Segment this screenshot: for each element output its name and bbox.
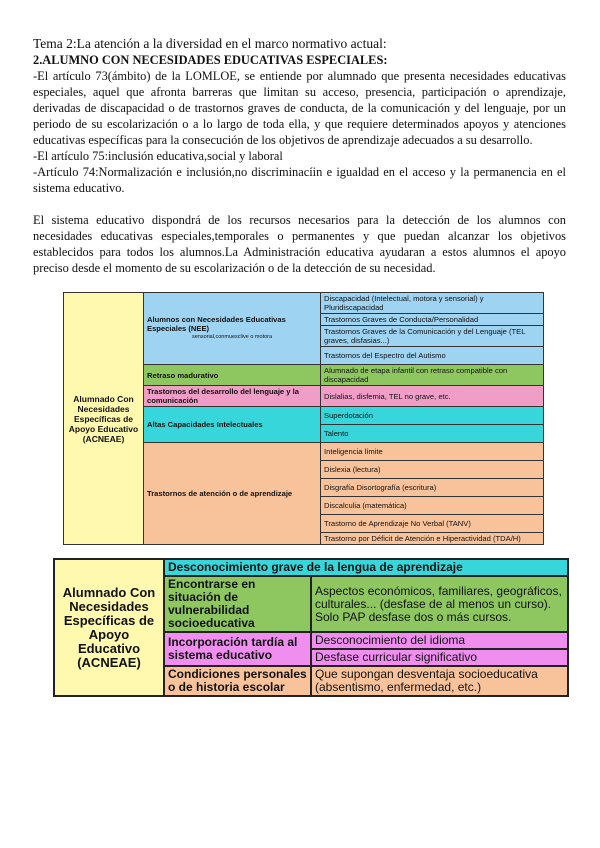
vulnerabilidad-item: Aspectos económicos, familiares, geográficos, culturales... (desfase de al menos un curso). Solo PAP desfase dos o más cursos. [311, 576, 568, 632]
paragraph-article-73: -El artículo 73(ámbito) de la LOMLOE, se entiende por alumnado que presenta necesidades educativas especiales, aquel que afronta barreras que limitan su acceso, presencia, participación o aprendizaje, derivadas de discapacidad o de trastornos graves de conducta, de la comunicación y del lenguaje, por un periodo de su escolarización o a lo largo de toda ella, y que requiere determinados apoyos y atenciones educativas específicas para la consecución de los objetivos de aprendizaje adecuados a su desarrollo. [33, 69, 566, 147]
altas-item: Superdotación [321, 407, 544, 425]
incorporacion-category: Incorporación tardía al sistema educativo [164, 632, 311, 666]
doc-heading: 2.ALUMNO CON NECESIDADES EDUCATIVAS ESPECIALES: [33, 53, 388, 67]
atencion-item: Inteligencia límite [321, 443, 544, 461]
paragraph-article-75: -El artículo 75:inclusión educativa,social y laboral [33, 149, 283, 163]
altas-item: Talento [321, 425, 544, 443]
document-text [33, 36, 566, 276]
retraso-item: Alumnado de etapa infantil con retraso compatible con discapacidad [321, 365, 544, 386]
condiciones-category: Condiciones personales o de historia escolar [164, 666, 311, 696]
vulnerabilidad-category: Encontrarse en situación de vulnerabilidad socioeducativa [164, 576, 311, 632]
table1-lead: Alumnado Con Necesidades Específicas de Apoyo Educativo (ACNEAE) [64, 293, 144, 545]
atencion-category: Trastornos de atención o de aprendizaje [144, 443, 321, 545]
paragraph-article-74: -Artículo 74:Normalización e inclusión,no discriminacíin e igualdad en el acceso y la permanencia en el sistema educativo. [33, 165, 566, 195]
doc-title: Tema 2:La atención a la diversidad en el marco normativo actual: [33, 36, 387, 51]
nee-label: Alumnos con Necesidades Educativas Especiales (NEE) [147, 315, 286, 333]
nee-sub: sensorial,conmuesclive o motora [191, 334, 273, 340]
altas-capacidades-category: Altas Capacidades Intelectuales [144, 407, 321, 443]
atencion-item: Dislexia (lectura) [321, 461, 544, 479]
nee-item: Trastornos Graves de la Comunicación y del Lenguaje (TEL graves, disfasias...) [321, 326, 544, 347]
atencion-item: Discalculia (matemática) [321, 497, 544, 515]
trastornos-lenguaje-item: Dislalias, disfemia, TEL no grave, etc. [321, 386, 544, 407]
nee-category [144, 293, 321, 365]
acneae-table-2 [53, 558, 569, 697]
table2-lead: Alumnado Con Necesidades Específicas de Apoyo Educativo (ACNEAE) [54, 559, 164, 696]
incorporacion-item: Desconocimiento del idioma [311, 632, 568, 649]
atencion-item: Disgrafía Disortografía (escritura) [321, 479, 544, 497]
nee-item: Discapacidad (Intelectual, motora y sensorial) y Pluridiscapacidad [321, 293, 544, 314]
atencion-item: Trastorno por Déficit de Atención e Hiperactividad (TDA/H) [321, 533, 544, 545]
nee-item: Trastornos del Espectro del Autismo [321, 347, 544, 365]
incorporacion-item: Desfase curricular significativo [311, 649, 568, 666]
retraso-category: Retraso madurativo [144, 365, 321, 386]
paragraph-sistema-educativo: El sistema educativo dispondrá de los recursos necesarios para la detección de los alumnos con necesidades educativas especiales,temporales o permanentes y que puedan alcanzar los objetivos establecidos para todos los alumnos.La Administración educativa ayudaran a estos alumnos el apoyo preciso desde el momento de su escolarización o de la detección de su necesidad. [33, 213, 566, 275]
acneae-table-1 [63, 292, 544, 545]
atencion-item: Trastorno de Aprendizaje No Verbal (TANV) [321, 515, 544, 533]
nee-item: Trastornos Graves de Conducta/Personalidad [321, 314, 544, 326]
lengua-row: Desconocimiento grave de la lengua de aprendizaje [164, 559, 568, 576]
condiciones-item: Que supongan desventaja socioeducativa (absentismo, enfermedad, etc.) [311, 666, 568, 696]
trastornos-lenguaje-category: Trastornos del desarrollo del lenguaje y la comunicación [144, 386, 321, 407]
